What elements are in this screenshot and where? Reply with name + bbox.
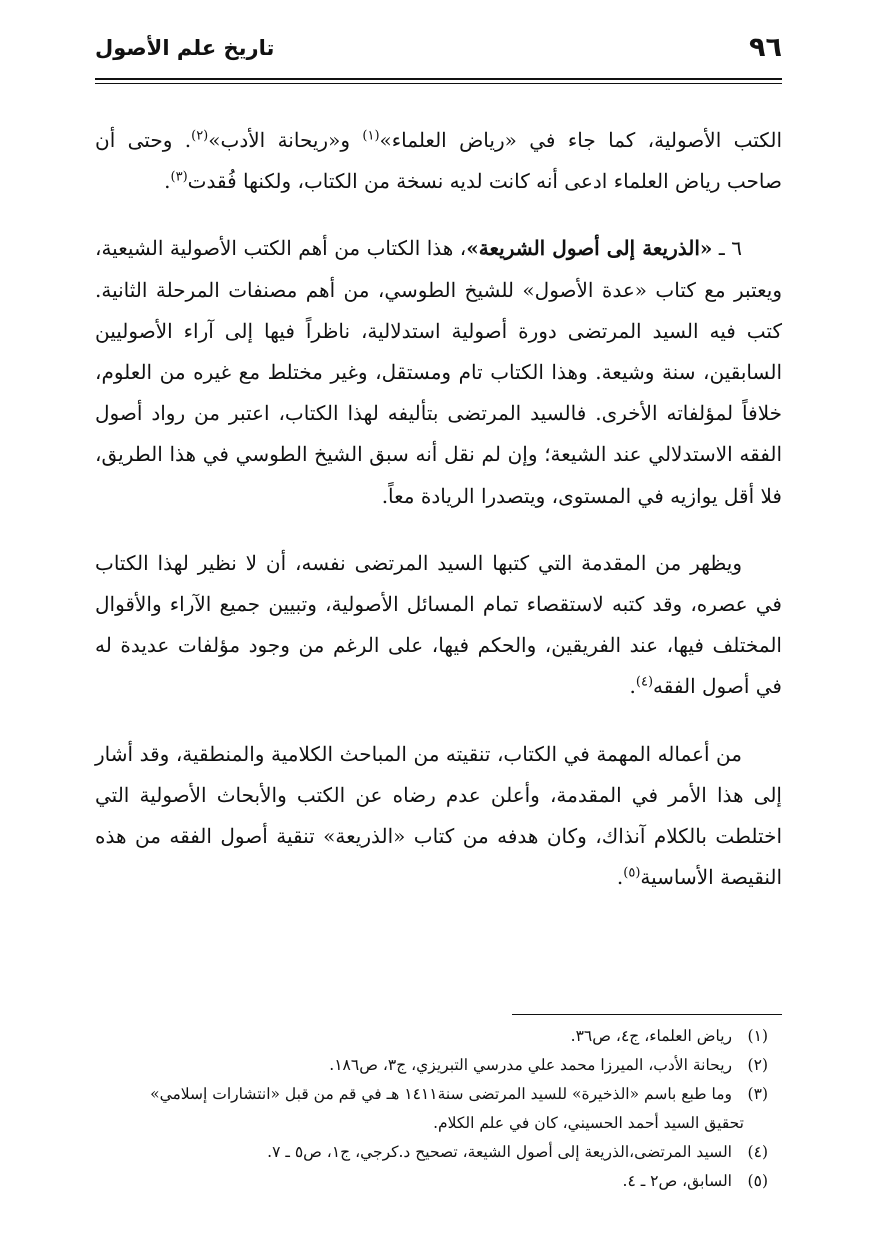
header-rule-thin (95, 83, 782, 84)
footnote-5: (٥)السابق، ص٢ ـ ٤. (622, 1172, 768, 1190)
page-header (95, 30, 782, 76)
paragraph-3: ويظهر من المقدمة التي كتبها السيد المرتضى نفسه، أن لا نظير لهذا الكتاب في عصره، وقد كتبه لاستقصاء تمام المسائل الأصولية، وتبيين جميع الآراء والأقوال المختلف فيها، عند الفريقين، والحكم فيها، على الرغم من وجود مؤلفات عديدة له في أصول الفقه$^{(٤)}$. (95, 550, 782, 699)
body-text (95, 120, 782, 924)
footnote-2: (٢)ريحانة الأدب، الميرزا محمد علي مدرسي التبريزي، ج٣، ص١٨٦. (329, 1056, 768, 1074)
footnote-ref-1[interactable]: (١) (362, 128, 380, 144)
footnote-separator (512, 1014, 782, 1015)
footnote-3-continuation: تحقيق السيد أحمد الحسيني، كان في علم الكلام. (433, 1114, 744, 1132)
footnote-4: (٤)السيد المرتضى،الذريعة إلى أصول الشيعة، تصحيح د.كرجي، ج١، ص٥ ـ ٧. (267, 1143, 768, 1161)
footnote-ref-4[interactable]: (٤) (635, 674, 654, 690)
page-number: ٩٦ (749, 32, 782, 63)
book-title: «الذريعة إلى أصول الشريعة» (466, 236, 713, 261)
paragraph-2: ٦ ـ «الذريعة إلى أصول الشريعة»، هذا الكتاب من أهم الكتب الأصولية الشيعية، ويعتبر مع كتاب «عدة الأصول» للشيخ الطوسي، من أهم مصنفات المرحلة الثانية. كتب فيه السيد المرتضى دورة أصولية استدلالية، ناظراً فيها إلى آراء الأصوليين السابقين، سنة وشيعة. وهذا الكتاب تام ومستقل، وغير مختلط مع غيره من العلوم، خلافاً لمؤلفاته الأخرى. فالسيد المرتضى بتأليفه لهذا الكتاب، اعتبر من رواد أصول الفقه الاستدلالي عند الشيعة؛ وإن لم نقل أنه سبق الشيخ الطوسي في هذا الطريق، فلا أقل يوازيه في المستوى، ويتصدرا الريادة معاً. (95, 236, 783, 508)
paragraph-4: من أعماله المهمة في الكتاب، تنقيته من المباحث الكلامية والمنطقية، وقد أشار إلى هذا الأمر في المقدمة، وأعلن عدم رضاه عن الكتب والأبحاث الأصولية التي اختلطت بالكلام آنذاك، وكان هدفه من كتاب «الذريعة» تنقية أصول الفقه من هذه النقيصة الأساسية$^{(٥)}$. (95, 741, 782, 890)
running-title: تاريخ علم الأصول (95, 36, 275, 60)
footnotes (95, 1022, 782, 1196)
footnote-ref-5[interactable]: (٥) (623, 865, 641, 881)
footnote-ref-2[interactable]: (٢) (191, 128, 209, 144)
paragraph-1: الكتب الأصولية، كما جاء في «رياض العلماء»$^{(١)}$ و«ريحانة الأدب»$^{(٢)}$. وحتى أن صاحب رياض العلماء ادعى أنه كانت لديه نسخة من الكتاب، ولكنها فُقدت$^{(٣)}$. (95, 128, 783, 194)
header-rule-thick (95, 78, 782, 80)
footnote-ref-3[interactable]: (٣) (170, 169, 188, 185)
footnote-3: (٣)وما طبع باسم «الذخيرة» للسيد المرتضى سنة١٤١١ هـ في قم من قبل «انتشارات إسلامي» (150, 1085, 768, 1103)
footnote-1: (١)رياض العلماء، ج٤، ص٣٦. (570, 1027, 768, 1045)
